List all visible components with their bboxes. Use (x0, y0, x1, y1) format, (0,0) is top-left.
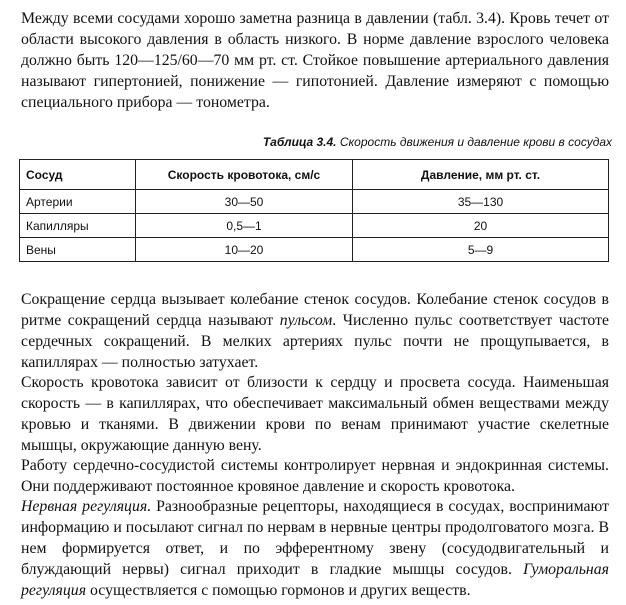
blood-flow-table (19, 159, 609, 262)
pulse-text-before: Сокращение сердца вызывает колебание стенок сосудов. Колебание стенок сосудов в ритме сокращений сердца называют (21, 291, 609, 329)
paragraph-regulation (21, 496, 609, 601)
header-speed: Скорость кровотока, см/с (136, 160, 353, 190)
cell-pressure: 20 (353, 214, 609, 238)
cell-speed: 30—50 (136, 190, 353, 214)
table-caption-text: Скорость движения и давление крови в сосудах (336, 135, 612, 149)
pulse-text-after: . Численно пульс соответствует частоте сердечных сокращений. В мелких артериях пульс почти не прощупывается, в капиллярах — полностью затухает. (21, 312, 610, 371)
table-row (20, 214, 609, 238)
header-pressure: Давление, мм рт. ст. (353, 160, 609, 190)
cell-vessel: Капилляры (20, 214, 136, 238)
pulse-term: пульсом (279, 312, 333, 329)
paragraph-text: Скорость кровотока зависит от близости к сердцу и просвета сосуда. Наименьшая скорость — в капиллярах, что обеспечивает максимальный обмен веществами между кровью и тканями. В движении крови по венам принимают участие скелетные мышцы, окружающие данную вену. (21, 374, 609, 454)
table-header-row (20, 160, 609, 190)
paragraph-pulse (21, 289, 609, 373)
regulation-text-end: осуществляется с помощью гормонов и других веществ. (86, 582, 471, 599)
cell-speed: 0,5—1 (136, 214, 353, 238)
cell-vessel: Артерии (20, 190, 136, 214)
paragraph-text: Работу сердечно-сосудистой системы контролирует нервная и эндокринная системы. Они поддерживают постоянное кровяное давление и скорость кровотока. (21, 457, 609, 495)
cell-pressure: 5—9 (353, 238, 609, 262)
table-row (20, 190, 609, 214)
header-vessel: Сосуд (20, 160, 136, 190)
paragraph-pressure (21, 8, 609, 113)
regulation-text: Разнообразные рецепторы, находящиеся в сосудах, воспринимают информацию и посылают сигнал по нервам в нервные центры продолговатого мозга. В нем формируется ответ, и по эфферентному звену (сосудодвигательный и блуждающий нервы) сигнал приходит в гладкие мышцы сосудов. (21, 498, 609, 578)
nervous-regulation-term: Нервная регуляция. (21, 498, 152, 515)
cell-speed: 10—20 (136, 238, 353, 262)
paragraph-control (21, 455, 609, 497)
table-caption-label: Таблица 3.4. (262, 135, 337, 149)
table-caption (263, 135, 612, 149)
humoral-regulation-term: Гуморальная регуляция (21, 561, 609, 599)
cell-vessel: Вены (20, 238, 136, 262)
table-row (20, 238, 609, 262)
cell-pressure: 35—130 (353, 190, 609, 214)
paragraph-text: Между всеми сосудами хорошо заметна разница в давлении (табл. 3.4). Кровь течет от области высокого давления в область низкого. В норме давление взрослого человека должно быть 120—125/60—70 мм рт. ст. Стойкое повышение артериального давления называют гипертонией, понижение — гипотонией. Давление измеряют с помощью специального прибора — тонометра. (21, 10, 609, 111)
paragraph-flow-speed (21, 372, 609, 456)
